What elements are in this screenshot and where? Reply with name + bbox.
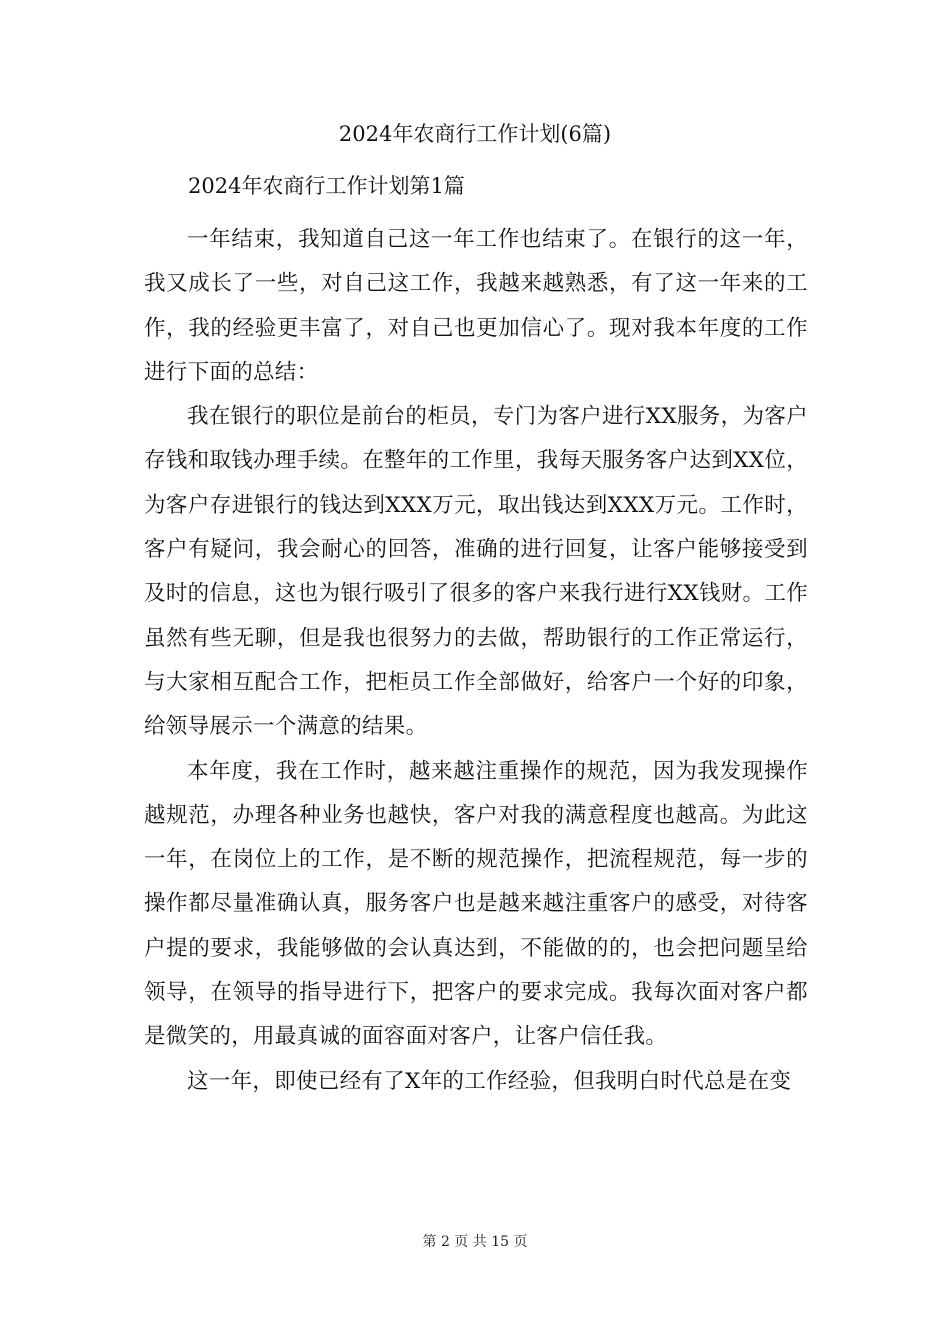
body-text <box>144 218 808 1104</box>
paragraph: 本年度，我在工作时，越来越注重操作的规范，因为我发现操作越规范，办理各种业务也越快，客户对我的满意程度也越高。为此这一年，在岗位上的工作，是不断的规范操作，把流程规范，每一步的操作都尽量准确认真，服务客户也是越来越注重客户的感受，对待客户提的要求，我能够做的会认真达到，不能做的的，也会把问题呈给领导，在领导的指导进行下，把客户的要求完成。我每次面对客户都是微笑的，用最真诚的面容面对客户，让客户信任我。 <box>144 758 808 1050</box>
section-heading: 2024年农商行工作计划第1篇 <box>188 174 465 198</box>
page-number: 第 2 页 共 15 页 <box>422 1234 528 1250</box>
paragraph: 我在银行的职位是前台的柜员，专门为客户进行XX服务，为客户存钱和取钱办理手续。在整年的工作里，我每天服务客户达到XX位，为客户存进银行的钱达到XXX万元，取出钱达到XXX万元。工作时，客户有疑问，我会耐心的回答，准确的进行回复，让客户能够接受到及时的信息，这也为银行吸引了很多的客户来我行进行XX钱财。工作虽然有些无聊，但是我也很努力的去做，帮助银行的工作正常运行，与大家相互配合工作，把柜员工作全部做好，给客户一个好的印象，给领导展示一个满意的结果。 <box>144 404 808 740</box>
paragraph: 这一年，即使已经有了X年的工作经验，但我明白时代总是在变 <box>187 1068 792 1094</box>
paragraph: 一年结束，我知道自己这一年工作也结束了。在银行的这一年，我又成长了一些，对自己这工作，我越来越熟悉，有了这一年来的工作，我的经验更丰富了，对自己也更加信心了。现对我本年度的工作进行下面的总结： <box>144 227 808 385</box>
document-title: 2024年农商行工作计划(6篇) <box>338 122 612 146</box>
